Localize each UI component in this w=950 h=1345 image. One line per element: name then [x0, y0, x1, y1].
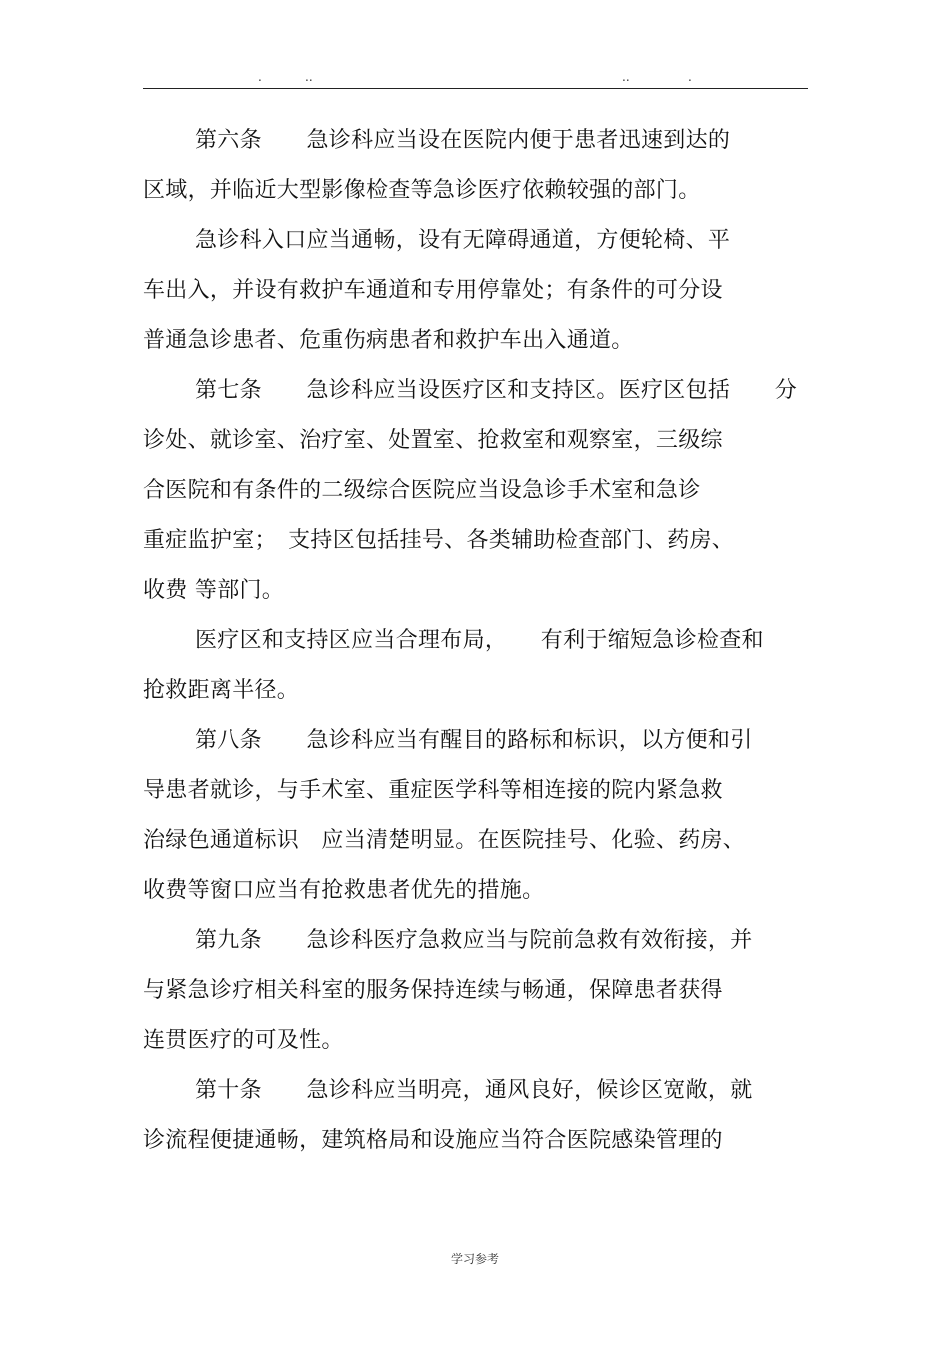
paragraph-line: 收费等窗口应当有抢救患者优先的措施。: [143, 878, 545, 903]
header-mark: .: [688, 70, 692, 84]
article-7-line-1: 第七条 急诊科应当设医疗区和支持区。医疗区包括 分: [195, 378, 798, 403]
article-6-line-1: 第六条 急诊科应当设在医院内便于患者迅速到达的: [195, 128, 731, 153]
paragraph-line: 诊流程便捷通畅，建筑格局和设施应当符合医院感染管理的: [143, 1128, 723, 1153]
article-10-line-1: 第十条 急诊科应当明亮，通风良好，候诊区宽敞，就: [195, 1078, 753, 1103]
header-mark: ..: [305, 70, 313, 84]
paragraph-line: 重症监护室； 支持区包括挂号、各类辅助检查部门、药房、: [143, 528, 735, 553]
header-rule: [143, 88, 808, 89]
page-footer: 学习参考: [450, 1252, 499, 1266]
paragraph-line: 连贯医疗的可及性。: [143, 1028, 344, 1053]
paragraph-line: 治绿色通道标识 应当清楚明显。在医院挂号、化验、药房、: [143, 828, 746, 853]
article-8-line-1: 第八条 急诊科应当有醒目的路标和标识，以方便和引: [195, 728, 753, 753]
paragraph-line: 诊处、就诊室、治疗室、处置室、抢救室和观察室，三级综: [143, 428, 723, 453]
paragraph-line: 收费 等部门。: [143, 578, 285, 603]
article-6-line-2: 区域，并临近大型影像检查等急诊医疗依赖较强的部门。: [143, 178, 701, 203]
paragraph-line: 导患者就诊，与手术室、重症医学科等相连接的院内紧急救: [143, 778, 723, 803]
paragraph-line: 抢救距离半径。: [143, 678, 300, 703]
article-9-line-1: 第九条 急诊科医疗急救应当与院前急救有效衔接，并: [195, 928, 753, 953]
paragraph-line: 与紧急诊疗相关科室的服务保持连续与畅通，保障患者获得: [143, 978, 723, 1003]
paragraph-line: 普通急诊患者、危重伤病患者和救护车出入通道。: [143, 328, 634, 353]
header-mark: .: [258, 70, 262, 84]
header-mark: ..: [622, 70, 630, 84]
paragraph-line: 医疗区和支持区应当合理布局， 有利于缩短急诊检查和: [195, 628, 764, 653]
paragraph-line: 车出入，并设有救护车通道和专用停靠处；有条件的可分设: [143, 278, 723, 303]
paragraph-line: 急诊科入口应当通畅，设有无障碍通道，方便轮椅、平: [195, 228, 731, 253]
paragraph-line: 合医院和有条件的二级综合医院应当设急诊手术室和急诊: [143, 478, 701, 503]
